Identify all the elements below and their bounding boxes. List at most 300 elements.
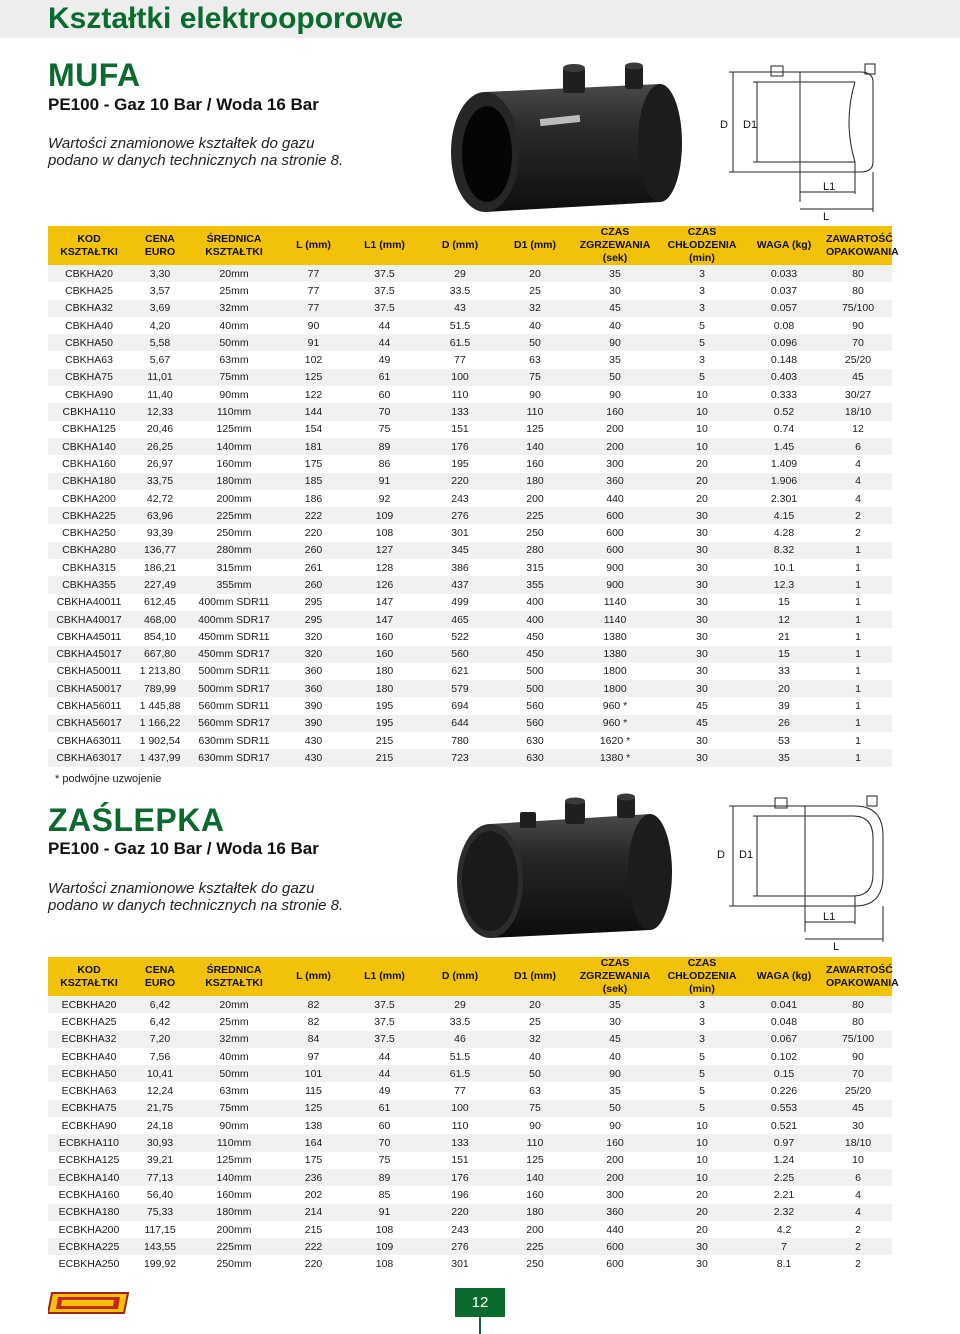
cell-czas-chlodzenia: 45: [660, 697, 744, 714]
cell-cena: 7,20: [130, 1031, 190, 1048]
section-title-zaslepka: ZAŚLEPKA: [48, 802, 225, 838]
cell-kod: ECBKHA32: [48, 1031, 130, 1048]
cell-kod: ECBKHA180: [48, 1204, 130, 1221]
cell-srednica: 75mm: [190, 1100, 278, 1117]
cell-czas-zgrzewania: 600: [570, 1255, 660, 1272]
cell-l1: 128: [349, 559, 420, 576]
table-row: [48, 1031, 892, 1048]
cell-d1: 160: [500, 1186, 570, 1203]
cell-srednica: 90mm: [190, 1117, 278, 1134]
cell-zawartosc: 1: [824, 646, 892, 663]
cell-zawartosc: 2: [824, 1238, 892, 1255]
cell-cena: 12,33: [130, 403, 190, 420]
cell-d1: 25: [500, 1013, 570, 1030]
cell-l1: 61: [349, 1100, 420, 1117]
cell-l1: 108: [349, 1221, 420, 1238]
cell-l1: 180: [349, 680, 420, 697]
cell-srednica: 225mm: [190, 1238, 278, 1255]
cell-srednica: 355mm: [190, 576, 278, 593]
cell-waga: 35: [744, 749, 824, 766]
cell-waga: 15: [744, 646, 824, 663]
cell-czas-chlodzenia: 10: [660, 421, 744, 438]
cell-zawartosc: 4: [824, 455, 892, 472]
cell-l: 430: [278, 732, 349, 749]
page-title: Kształtki elektrooporowe: [48, 2, 404, 35]
cell-zawartosc: 80: [824, 265, 892, 282]
cell-l: 214: [278, 1204, 349, 1221]
cell-waga: 33: [744, 663, 824, 680]
col-header-zawartosc: ZAWARTOŚĆ OPAKOWANIA: [824, 957, 892, 996]
cell-srednica: 560mm SDR17: [190, 715, 278, 732]
table-row: [48, 317, 892, 334]
cell-waga: 2.21: [744, 1186, 824, 1203]
cell-srednica: 630mm SDR11: [190, 732, 278, 749]
cell-l1: 70: [349, 403, 420, 420]
cell-waga: 0.041: [744, 996, 824, 1013]
cell-czas-chlodzenia: 3: [660, 265, 744, 282]
cell-zawartosc: 80: [824, 996, 892, 1013]
cell-czas-zgrzewania: 360: [570, 1204, 660, 1221]
section-subtitle-zaslepka: PE100 - Gaz 10 Bar / Woda 16 Bar: [48, 839, 319, 858]
cell-cena: 136,77: [130, 542, 190, 559]
cell-l1: 44: [349, 1048, 420, 1065]
cell-kod: CBKHA225: [48, 507, 130, 524]
table-row: [48, 403, 892, 420]
cell-cena: 1 166,22: [130, 715, 190, 732]
cell-czas-chlodzenia: 30: [660, 646, 744, 663]
cell-d1: 280: [500, 542, 570, 559]
cell-czas-chlodzenia: 45: [660, 715, 744, 732]
cell-d: 151: [420, 1152, 500, 1169]
cell-cena: 21,75: [130, 1100, 190, 1117]
cell-czas-zgrzewania: 200: [570, 1152, 660, 1169]
cell-czas-zgrzewania: 960 *: [570, 697, 660, 714]
cell-cena: 1 445,88: [130, 697, 190, 714]
cell-l: 82: [278, 1013, 349, 1030]
cell-l: 122: [278, 386, 349, 403]
cell-d1: 200: [500, 1221, 570, 1238]
table-row: [48, 265, 892, 282]
cell-czas-chlodzenia: 30: [660, 1255, 744, 1272]
cell-czas-chlodzenia: 10: [660, 438, 744, 455]
table-row: [48, 507, 892, 524]
cell-kod: ECBKHA110: [48, 1134, 130, 1151]
cell-kod: CBKHA40: [48, 317, 130, 334]
cell-czas-chlodzenia: 30: [660, 749, 744, 766]
table-row: [48, 663, 892, 680]
cell-zawartosc: 4: [824, 1204, 892, 1221]
cell-zawartosc: 2: [824, 1255, 892, 1272]
table-row: [48, 1100, 892, 1117]
cell-d: 243: [420, 490, 500, 507]
cell-d1: 25: [500, 282, 570, 299]
cell-srednica: 20mm: [190, 265, 278, 282]
table-row: [48, 697, 892, 714]
cell-zawartosc: 1: [824, 663, 892, 680]
cell-zawartosc: 4: [824, 473, 892, 490]
cell-l: 222: [278, 507, 349, 524]
cell-d: 51.5: [420, 1048, 500, 1065]
table-row: [48, 1186, 892, 1203]
col-header-waga: WAGA (kg): [744, 957, 824, 996]
cell-czas-zgrzewania: 90: [570, 1117, 660, 1134]
drawing-label-l: L: [833, 941, 840, 952]
cell-d: 345: [420, 542, 500, 559]
table-row: [48, 732, 892, 749]
cell-l1: 37.5: [349, 265, 420, 282]
cell-waga: 0.333: [744, 386, 824, 403]
cell-d: 276: [420, 1238, 500, 1255]
cell-d1: 180: [500, 1204, 570, 1221]
cell-waga: 0.403: [744, 369, 824, 386]
cell-srednica: 25mm: [190, 1013, 278, 1030]
cell-d1: 110: [500, 403, 570, 420]
cell-waga: 0.97: [744, 1134, 824, 1151]
table-row: [48, 1204, 892, 1221]
cell-zawartosc: 1: [824, 542, 892, 559]
cell-waga: 21: [744, 628, 824, 645]
cell-srednica: 180mm: [190, 1204, 278, 1221]
cell-l1: 89: [349, 438, 420, 455]
cell-d1: 90: [500, 386, 570, 403]
cell-l: 91: [278, 334, 349, 351]
cell-l1: 60: [349, 386, 420, 403]
cell-d1: 400: [500, 594, 570, 611]
cell-srednica: 250mm: [190, 524, 278, 541]
drawing-label-d: D: [717, 849, 725, 861]
cell-l: 186: [278, 490, 349, 507]
cell-zawartosc: 18/10: [824, 403, 892, 420]
cell-srednica: 200mm: [190, 490, 278, 507]
cell-d: 560: [420, 646, 500, 663]
cell-cena: 5,58: [130, 334, 190, 351]
zaslepka-spec-table: [48, 957, 899, 1273]
cell-czas-zgrzewania: 200: [570, 421, 660, 438]
cell-czas-zgrzewania: 900: [570, 559, 660, 576]
cell-czas-chlodzenia: 3: [660, 282, 744, 299]
cell-czas-chlodzenia: 3: [660, 300, 744, 317]
cell-czas-zgrzewania: 30: [570, 282, 660, 299]
col-header-cena: CENA EURO: [130, 226, 190, 265]
col-header-l: L (mm): [278, 957, 349, 996]
cell-l1: 108: [349, 1255, 420, 1272]
cell-l: 101: [278, 1065, 349, 1082]
cell-cena: 39,21: [130, 1152, 190, 1169]
cell-kod: ECBKHA250: [48, 1255, 130, 1272]
cell-cena: 6,42: [130, 996, 190, 1013]
cell-zawartosc: 1: [824, 680, 892, 697]
cell-d: 220: [420, 1204, 500, 1221]
cell-zawartosc: 25/20: [824, 351, 892, 368]
col-header-srednica: ŚREDNICA KSZTAŁTKI: [190, 226, 278, 265]
cell-waga: 2.301: [744, 490, 824, 507]
cell-czas-chlodzenia: 30: [660, 611, 744, 628]
cell-l: 144: [278, 403, 349, 420]
cell-cena: 854,10: [130, 628, 190, 645]
cell-zawartosc: 1: [824, 628, 892, 645]
cell-d1: 75: [500, 369, 570, 386]
cell-waga: 0.033: [744, 265, 824, 282]
cell-d: 243: [420, 1221, 500, 1238]
cell-waga: 0.553: [744, 1100, 824, 1117]
cell-waga: 53: [744, 732, 824, 749]
cell-d: 110: [420, 386, 500, 403]
cell-l1: 126: [349, 576, 420, 593]
cell-kod: CBKHA250: [48, 524, 130, 541]
cell-cena: 1 437,99: [130, 749, 190, 766]
cell-d: 100: [420, 1100, 500, 1117]
col-header-d: D (mm): [420, 226, 500, 265]
drawing-label-d1: D1: [739, 849, 754, 861]
cell-l: 125: [278, 1100, 349, 1117]
cell-waga: 0.521: [744, 1117, 824, 1134]
cell-zawartosc: 80: [824, 1013, 892, 1030]
cell-d1: 20: [500, 265, 570, 282]
cell-srednica: 160mm: [190, 1186, 278, 1203]
col-header-czas-chlodzenia: CZAS CHŁODZENIA (min): [660, 226, 744, 265]
cell-cena: 117,15: [130, 1221, 190, 1238]
cell-srednica: 63mm: [190, 1082, 278, 1099]
cell-cena: 93,39: [130, 524, 190, 541]
cell-l: 220: [278, 524, 349, 541]
cell-czas-zgrzewania: 1800: [570, 680, 660, 697]
table-row: [48, 282, 892, 299]
cell-l: 102: [278, 351, 349, 368]
cell-kod: CBKHA50017: [48, 680, 130, 697]
cell-d1: 32: [500, 1031, 570, 1048]
cell-zawartosc: 2: [824, 1221, 892, 1238]
cell-d: 29: [420, 265, 500, 282]
cell-czas-zgrzewania: 1140: [570, 594, 660, 611]
cell-l: 77: [278, 300, 349, 317]
cell-czas-chlodzenia: 20: [660, 455, 744, 472]
cell-l: 90: [278, 317, 349, 334]
cell-czas-chlodzenia: 30: [660, 594, 744, 611]
cell-czas-zgrzewania: 440: [570, 490, 660, 507]
cell-l1: 37.5: [349, 300, 420, 317]
table-row: [48, 386, 892, 403]
cell-l1: 109: [349, 1238, 420, 1255]
cell-d: 579: [420, 680, 500, 697]
cell-czas-chlodzenia: 3: [660, 1031, 744, 1048]
cell-l1: 75: [349, 421, 420, 438]
cell-d1: 560: [500, 715, 570, 732]
cell-cena: 227,49: [130, 576, 190, 593]
cell-zawartosc: 6: [824, 438, 892, 455]
cell-czas-chlodzenia: 10: [660, 1134, 744, 1151]
cell-waga: 2.25: [744, 1169, 824, 1186]
cell-srednica: 450mm SDR17: [190, 646, 278, 663]
drawing-label-d: D: [720, 119, 728, 131]
cell-cena: 24,18: [130, 1117, 190, 1134]
cell-d: 176: [420, 438, 500, 455]
cell-srednica: 630mm SDR17: [190, 749, 278, 766]
cell-srednica: 140mm: [190, 438, 278, 455]
cell-waga: 4.15: [744, 507, 824, 524]
cell-l1: 44: [349, 1065, 420, 1082]
cell-srednica: 160mm: [190, 455, 278, 472]
cell-l: 390: [278, 715, 349, 732]
cell-kod: CBKHA25: [48, 282, 130, 299]
cell-srednica: 400mm SDR17: [190, 611, 278, 628]
section-subtitle-mufa: PE100 - Gaz 10 Bar / Woda 16 Bar: [48, 95, 319, 114]
cell-czas-chlodzenia: 10: [660, 403, 744, 420]
cell-waga: 0.057: [744, 300, 824, 317]
cell-czas-zgrzewania: 1380 *: [570, 749, 660, 766]
cell-l1: 70: [349, 1134, 420, 1151]
cell-zawartosc: 25/20: [824, 1082, 892, 1099]
cell-l: 360: [278, 680, 349, 697]
col-header-waga: WAGA (kg): [744, 226, 824, 265]
cell-zawartosc: 30: [824, 1117, 892, 1134]
cell-d: 46: [420, 1031, 500, 1048]
cell-waga: 10.1: [744, 559, 824, 576]
cell-zawartosc: 1: [824, 715, 892, 732]
cell-zawartosc: 30/27: [824, 386, 892, 403]
cell-czas-chlodzenia: 30: [660, 680, 744, 697]
cell-d: 43: [420, 300, 500, 317]
cell-d1: 250: [500, 524, 570, 541]
table-row: [48, 749, 892, 766]
cell-zawartosc: 1: [824, 749, 892, 766]
cell-d1: 160: [500, 455, 570, 472]
cell-kod: CBKHA40017: [48, 611, 130, 628]
cell-cena: 5,67: [130, 351, 190, 368]
cell-waga: 0.096: [744, 334, 824, 351]
cell-l1: 37.5: [349, 1031, 420, 1048]
cell-d: 77: [420, 1082, 500, 1099]
cell-cena: 75,33: [130, 1204, 190, 1221]
table-row: [48, 1082, 892, 1099]
cell-l: 261: [278, 559, 349, 576]
cell-waga: 1.906: [744, 473, 824, 490]
cell-cena: 4,20: [130, 317, 190, 334]
cell-czas-zgrzewania: 40: [570, 317, 660, 334]
cell-czas-chlodzenia: 5: [660, 1065, 744, 1082]
cell-cena: 3,30: [130, 265, 190, 282]
cell-czas-zgrzewania: 40: [570, 1048, 660, 1065]
cell-kod: ECBKHA225: [48, 1238, 130, 1255]
cell-cena: 186,21: [130, 559, 190, 576]
section-title-mufa: MUFA: [48, 57, 141, 93]
cell-l: 215: [278, 1221, 349, 1238]
cell-kod: ECBKHA75: [48, 1100, 130, 1117]
table-row: [48, 1255, 892, 1272]
cell-l1: 44: [349, 317, 420, 334]
col-header-srednica: ŚREDNICA KSZTAŁTKI: [190, 957, 278, 996]
cell-waga: 8.1: [744, 1255, 824, 1272]
cell-l: 320: [278, 646, 349, 663]
cell-waga: 2.32: [744, 1204, 824, 1221]
cell-d: 621: [420, 663, 500, 680]
page-number-line: [479, 1317, 481, 1334]
cell-l: 97: [278, 1048, 349, 1065]
cell-kod: CBKHA90: [48, 386, 130, 403]
cell-kod: CBKHA140: [48, 438, 130, 455]
cell-czas-chlodzenia: 20: [660, 490, 744, 507]
cell-cena: 3,57: [130, 282, 190, 299]
table-row: [48, 369, 892, 386]
col-header-czas-zgrzewania: CZAS ZGRZEWANIA (sek): [570, 957, 660, 996]
cell-l: 175: [278, 455, 349, 472]
cell-czas-chlodzenia: 30: [660, 542, 744, 559]
cell-d1: 250: [500, 1255, 570, 1272]
cell-czas-zgrzewania: 440: [570, 1221, 660, 1238]
cell-d: 61.5: [420, 334, 500, 351]
cell-l: 115: [278, 1082, 349, 1099]
cell-zawartosc: 90: [824, 317, 892, 334]
table-row: [48, 438, 892, 455]
table-row: [48, 715, 892, 732]
cell-waga: 4.2: [744, 1221, 824, 1238]
cell-czas-zgrzewania: 1380: [570, 646, 660, 663]
cell-cena: 612,45: [130, 594, 190, 611]
cell-kod: CBKHA32: [48, 300, 130, 317]
cell-srednica: 200mm: [190, 1221, 278, 1238]
cell-srednica: 50mm: [190, 1065, 278, 1082]
cell-zawartosc: 1: [824, 594, 892, 611]
end-cap-technical-drawing: [705, 792, 905, 952]
cell-czas-chlodzenia: 30: [660, 576, 744, 593]
cell-czas-zgrzewania: 200: [570, 438, 660, 455]
cell-l1: 147: [349, 594, 420, 611]
table-row: [48, 1221, 892, 1238]
cell-d: 176: [420, 1169, 500, 1186]
cell-kod: CBKHA75: [48, 369, 130, 386]
cell-waga: 0.067: [744, 1031, 824, 1048]
cell-cena: 11,01: [130, 369, 190, 386]
cell-d1: 140: [500, 1169, 570, 1186]
cell-l1: 49: [349, 351, 420, 368]
cell-zawartosc: 18/10: [824, 1134, 892, 1151]
cell-zawartosc: 75/100: [824, 300, 892, 317]
cell-kod: CBKHA56011: [48, 697, 130, 714]
cell-d: 133: [420, 403, 500, 420]
cell-d: 33.5: [420, 1013, 500, 1030]
drawing-label-l1: L1: [823, 911, 836, 923]
cell-kod: CBKHA50: [48, 334, 130, 351]
cell-czas-chlodzenia: 20: [660, 473, 744, 490]
drawing-label-l: L: [823, 211, 830, 222]
coupler-technical-drawing: [705, 62, 905, 222]
cell-waga: 1.24: [744, 1152, 824, 1169]
mufa-spec-table: [48, 226, 899, 767]
table-row: [48, 542, 892, 559]
cell-kod: ECBKHA40: [48, 1048, 130, 1065]
cell-kod: CBKHA355: [48, 576, 130, 593]
cell-l: 77: [278, 265, 349, 282]
cell-kod: CBKHA200: [48, 490, 130, 507]
cell-srednica: 20mm: [190, 996, 278, 1013]
cell-srednica: 500mm SDR17: [190, 680, 278, 697]
cell-zawartosc: 4: [824, 1186, 892, 1203]
cell-srednica: 280mm: [190, 542, 278, 559]
cell-czas-zgrzewania: 900: [570, 576, 660, 593]
cell-kod: CBKHA63011: [48, 732, 130, 749]
col-header-d1: D1 (mm): [500, 957, 570, 996]
cell-kod: CBKHA63: [48, 351, 130, 368]
cell-czas-chlodzenia: 10: [660, 1117, 744, 1134]
cell-d1: 225: [500, 507, 570, 524]
cell-zawartosc: 10: [824, 1152, 892, 1169]
table-row: [48, 1152, 892, 1169]
cell-d1: 20: [500, 996, 570, 1013]
cell-l1: 75: [349, 1152, 420, 1169]
cell-l1: 195: [349, 697, 420, 714]
cell-d: 301: [420, 524, 500, 541]
cell-l: 125: [278, 369, 349, 386]
cell-l: 320: [278, 628, 349, 645]
